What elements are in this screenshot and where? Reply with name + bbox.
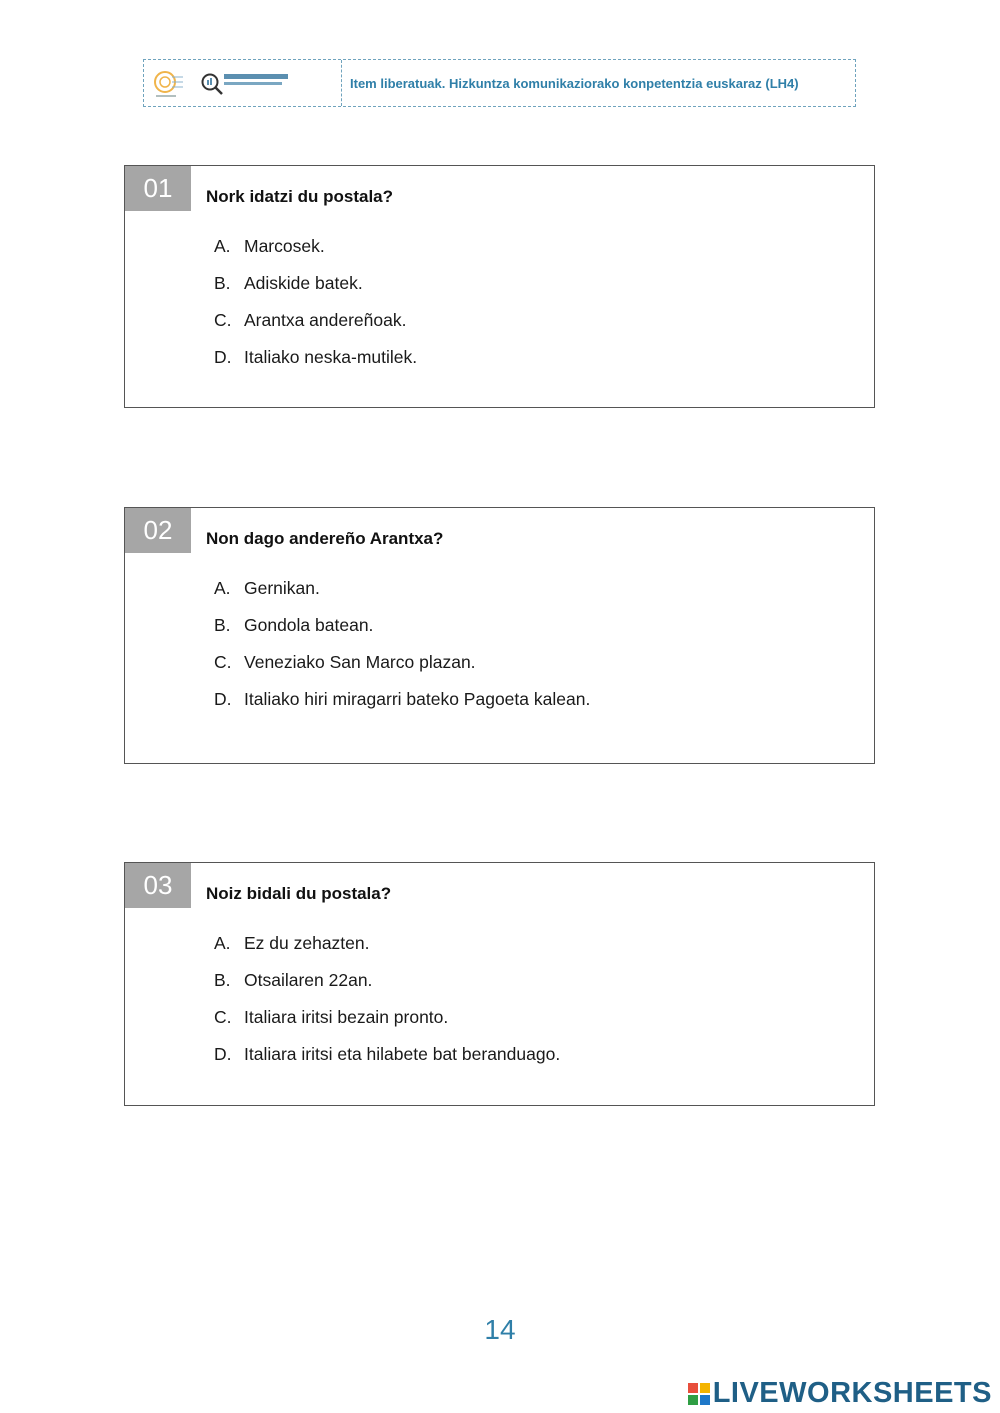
- option-letter: B.: [214, 273, 231, 293]
- option-letter: D.: [214, 347, 232, 367]
- option-text: Italiako neska-mutilek.: [244, 347, 418, 367]
- watermark-text: LIVEWORKSHEETS: [712, 1377, 992, 1409]
- option-d[interactable]: [214, 689, 590, 726]
- options-list: [214, 236, 417, 384]
- question-card-02: [124, 507, 875, 764]
- page-number: 14: [484, 1314, 516, 1345]
- logo-square: [700, 1383, 710, 1393]
- option-text: Italiara iritsi eta hilabete bat beranduago.: [244, 1044, 561, 1064]
- logo-square: [688, 1383, 698, 1393]
- logo-wordmark: [224, 74, 296, 85]
- option-b[interactable]: [214, 970, 560, 1007]
- liveworksheets-watermark[interactable]: [688, 1377, 992, 1410]
- option-text: Italiara iritsi bezain pronto.: [244, 1007, 449, 1027]
- institution-logo-icon: [152, 69, 184, 99]
- document-header: [143, 59, 856, 107]
- question-text: Non dago andereño Arantxa?: [206, 529, 444, 548]
- question-card-03: [124, 862, 875, 1106]
- question-number: 02: [125, 508, 191, 553]
- option-text: Italiako hiri miragarri bateko Pagoeta kalean.: [244, 689, 591, 709]
- option-d[interactable]: [214, 1044, 560, 1081]
- question-number: 03: [125, 863, 191, 908]
- question-text: Nork idatzi du postala?: [206, 187, 394, 206]
- option-text: Ez du zehazten.: [244, 933, 370, 953]
- question-number: 01: [125, 166, 191, 211]
- option-text: Arantxa andereñoak.: [244, 310, 407, 330]
- magnifier-logo-icon: [200, 72, 224, 96]
- option-letter: B.: [214, 970, 231, 990]
- logo-square: [700, 1395, 710, 1405]
- option-letter: D.: [214, 1044, 232, 1064]
- option-text: Adiskide batek.: [244, 273, 363, 293]
- option-d[interactable]: [214, 347, 417, 384]
- option-text: Marcosek.: [244, 236, 325, 256]
- options-list: [214, 578, 590, 726]
- option-letter: C.: [214, 1007, 232, 1027]
- option-b[interactable]: [214, 615, 590, 652]
- question-text: Noiz bidali du postala?: [206, 884, 392, 903]
- option-a[interactable]: [214, 933, 560, 970]
- option-c[interactable]: [214, 652, 590, 689]
- option-letter: C.: [214, 310, 232, 330]
- option-a[interactable]: [214, 236, 417, 273]
- option-text: Gondola batean.: [244, 615, 374, 635]
- option-letter: C.: [214, 652, 232, 672]
- option-text: Veneziako San Marco plazan.: [244, 652, 476, 672]
- option-c[interactable]: [214, 1007, 560, 1044]
- liveworksheets-logo-icon: [688, 1383, 710, 1405]
- question-card-01: [124, 165, 875, 408]
- option-c[interactable]: [214, 310, 417, 347]
- logo-square: [688, 1395, 698, 1405]
- option-text: Gernikan.: [244, 578, 320, 598]
- option-letter: A.: [214, 236, 231, 256]
- option-a[interactable]: [214, 578, 590, 615]
- header-logos: [144, 60, 342, 106]
- option-letter: D.: [214, 689, 232, 709]
- header-title: Item liberatuak. Hizkuntza komunikaziorako konpetentzia euskaraz (LH4): [350, 75, 799, 91]
- option-text: Otsailaren 22an.: [244, 970, 373, 990]
- option-letter: A.: [214, 933, 231, 953]
- option-b[interactable]: [214, 273, 417, 310]
- option-letter: A.: [214, 578, 231, 598]
- option-letter: B.: [214, 615, 231, 635]
- options-list: [214, 933, 560, 1081]
